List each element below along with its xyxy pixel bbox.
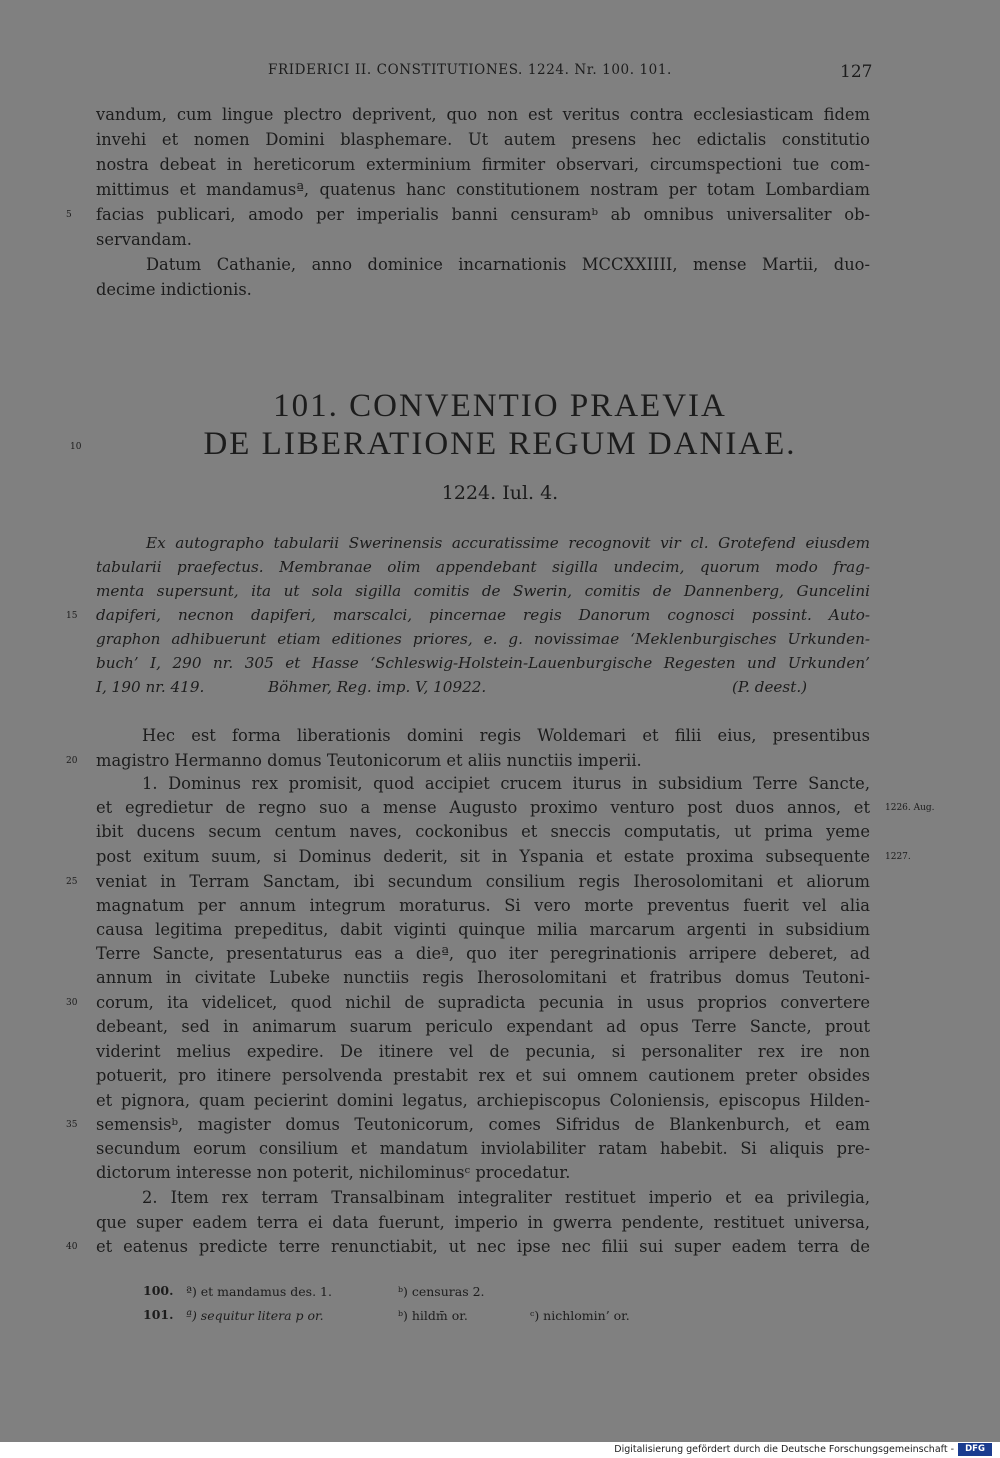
body-line: 2. Item rex terram Transalbinam integraliter restituet imperio et ea privilegia, — [142, 1188, 870, 1207]
intro-line: tabularii praefectus. Membranae olim appendebant sigilla undecim, quorum modo frag- — [96, 558, 870, 576]
body-line: semensisᵇ, magister domus Teutonicorum, comes Sifridus de Blankenburch, et eam — [96, 1115, 870, 1134]
line-number: 10 — [70, 442, 82, 452]
intro-citation: I, 190 nr. 419. — [96, 678, 205, 696]
footnote-label: 100. — [143, 1283, 174, 1298]
body-line: que super eadem terra ei data fuerunt, imperio in gwerra pendente, restituet universa, — [96, 1213, 870, 1232]
line-number: 30 — [66, 998, 78, 1008]
margin-note: 1227. — [885, 852, 911, 862]
line-number: 40 — [66, 1242, 78, 1252]
text-line: facias publicari, amodo per imperialis banni censuramᵇ ab omnibus universaliter ob- — [96, 205, 870, 224]
body-line: potuerit, pro itinere persolvenda prestabit rex et sui omnem cautionem preter obsides — [96, 1066, 870, 1085]
footnote: ª) et mandamus des. 1. — [186, 1284, 332, 1299]
body-line: annum in civitate Lubeke nunctiis regis Iherosolomitani et fratribus domus Teutoni- — [96, 968, 870, 987]
body-line: dictorum interesse non poterit, nichilominusᶜ procedatur. — [96, 1163, 571, 1182]
intro-line: graphon adhibuerunt etiam editiones priores, e. g. novissimae ‘Meklenburgisches Urkunden- — [96, 630, 870, 648]
intro-line: dapiferi, necnon dapiferi, marscalci, pincernae regis Danorum cognosci possint. Auto- — [96, 606, 870, 624]
document-title: 101. CONVENTIO PRAEVIA — [273, 388, 727, 424]
footnote: ª) sequitur litera p or. — [186, 1308, 324, 1323]
body-line: magistro Hermanno domus Teutonicorum et aliis nunctiis imperii. — [96, 751, 642, 770]
body-line: corum, ita videlicet, quod nichil de supradicta pecunia in usus proprios convertere — [96, 993, 870, 1012]
footnote: ᶜ) nichlomin’ or. — [530, 1308, 630, 1323]
body-line: magnatum per annum integrum moraturus. Si vero morte preventus fuerit vel alia — [96, 896, 870, 915]
body-line: debeant, sed in animarum suarum periculo expendant ad opus Terre Sancte, prout — [96, 1017, 870, 1036]
intro-citation-boehmer: Böhmer, Reg. imp. V, 10922. — [268, 678, 487, 696]
body-line: viderint melius expedire. De itinere vel de pecunia, si personaliter rex ire non — [96, 1042, 870, 1061]
running-head: FRIDERICI II. CONSTITUTIONES. 1224. Nr. 100. 101. — [268, 62, 672, 78]
footnote-label: 101. — [143, 1307, 174, 1322]
digitization-credit: Digitalisierung gefördert durch die Deutsche Forschungsgemeinschaft - — [614, 1444, 954, 1455]
dfg-logo: DFG — [958, 1443, 992, 1456]
footnote: ᵇ) hildm̄ or. — [398, 1308, 468, 1323]
intro-line: Ex autographo tabularii Swerinensis accuratissime recognovit vir cl. Grotefend eiusdem — [146, 534, 870, 552]
text-line: nostra debeat in hereticorum exterminium firmiter observari, circumspectioni tue com- — [96, 155, 870, 174]
intro-citation-p: (P. deest.) — [732, 678, 808, 696]
text-line: invehi et nomen Domini blasphemare. Ut autem presens hec edictalis constitutio — [96, 130, 870, 149]
body-line: 1. Dominus rex promisit, quod accipiet crucem iturus in subsidium Terre Sancte, — [142, 774, 870, 793]
document-title-line2: DE LIBERATIONE REGUM DANIAE. — [203, 426, 797, 462]
text-line: mittimus et mandamusª, quatenus hanc constitutionem nostram per totam Lombardiam — [96, 180, 870, 199]
body-line: et eatenus predicte terre renunctiabit, ut nec ipse nec filii sui super eadem terra de — [96, 1237, 870, 1256]
body-line: Hec est forma liberationis domini regis Woldemari et filii eius, presentibus — [142, 726, 870, 745]
body-line: post exitum suum, si Dominus dederit, sit in Yspania et estate proxima subsequente — [96, 847, 870, 866]
text-line: servandam. — [96, 230, 192, 249]
body-line: Terre Sancte, presentaturus eas a dieª, quo iter peregrinationis arripere deberet, ad — [96, 944, 870, 963]
line-number: 5 — [66, 210, 72, 220]
intro-line: menta supersunt, ita ut sola sigilla comitis de Swerin, comitis de Dannenberg, Guncelini — [96, 582, 870, 600]
footnote: ᵇ) censuras 2. — [398, 1284, 485, 1299]
body-line: secundum eorum consilium et mandatum inviolabiliter ratam habebit. Si aliquis pre- — [96, 1139, 870, 1158]
margin-note: 1226. Aug. — [885, 803, 935, 813]
line-number: 35 — [66, 1120, 78, 1130]
body-line: et egredietur de regno suo a mense Augusto proximo venturo post duos annos, et — [96, 798, 870, 817]
body-line: et pignora, quam pecierint domini legatus, archiepiscopus Coloniensis, episcopus Hilden- — [96, 1091, 870, 1110]
body-line: veniat in Terram Sanctam, ibi secundum consilium regis Iherosolomitani et aliorum — [96, 872, 870, 891]
body-line: ibit ducens secum centum naves, cockonibus et sneccis computatis, ut prima yeme — [96, 822, 870, 841]
datum-line: Datum Cathanie, anno dominice incarnationis MCCXXIIII, mense Martii, duo- — [146, 255, 870, 274]
body-line: causa legitima prepeditus, dabit viginti quinque milia marcarum argenti in subsidium — [96, 920, 870, 939]
intro-line: buch’ I, 290 nr. 305 et Hasse ‘Schleswig-Holstein-Lauenburgische Regesten und Urkunden’ — [96, 654, 870, 672]
line-number: 15 — [66, 611, 78, 621]
text-line: vandum, cum lingue plectro deprivent, quo non est veritus contra ecclesiasticam fidem — [96, 105, 870, 124]
document-date: 1224. Iul. 4. — [441, 482, 559, 504]
line-number: 25 — [66, 877, 78, 887]
line-number: 20 — [66, 756, 78, 766]
page-number: 127 — [840, 62, 873, 82]
datum-line: decime indictionis. — [96, 280, 252, 299]
